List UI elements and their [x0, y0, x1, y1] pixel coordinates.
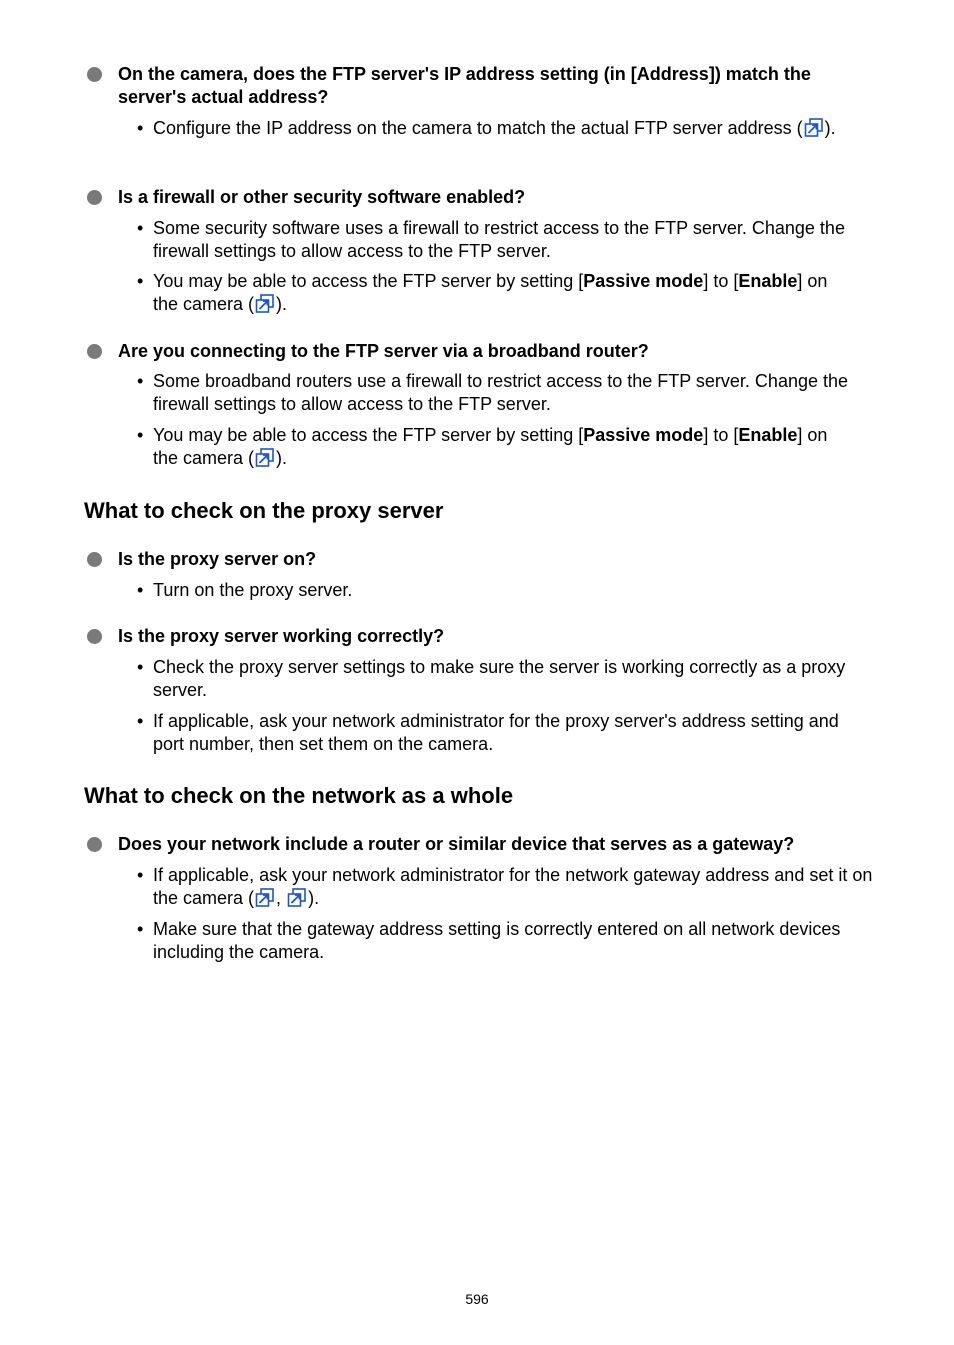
page-number: 596 [465, 1291, 489, 1307]
question-text: Is the proxy server on? [118, 549, 317, 569]
circle-bullet-icon [87, 67, 102, 82]
answer-text: You may be able to access the FTP server by setting [Passive mode] to [Enable] on the camera ( ). [153, 271, 828, 314]
answer-text: Configure the IP address on the camera to match the actual FTP server address ( ). [153, 118, 836, 138]
section-heading: What to check on the network as a whole [84, 783, 514, 808]
question-text: Are you connecting to the FTP server via a broadband router? [118, 341, 649, 361]
circle-bullet-icon [87, 552, 102, 567]
question-text: Is the proxy server working correctly? [118, 626, 445, 646]
answer-text: Some broadband routers use a firewall to restrict access to the FTP server. Change the firewall settings to allow access to the FTP server. [153, 371, 849, 414]
answer-text: Check the proxy server settings to make sure the server is working correctly as a proxy server. [153, 657, 846, 700]
answer-text: Turn on the proxy server. [153, 580, 353, 600]
question-text: Is a firewall or other security software enabled? [118, 187, 526, 207]
answer-text: You may be able to access the FTP server by setting [Passive mode] to [Enable] on the camera ( ). [153, 425, 828, 468]
bullet: • [137, 371, 144, 391]
circle-bullet-icon [87, 344, 102, 359]
bullet: • [137, 118, 144, 138]
bullet: • [137, 865, 144, 885]
circle-bullet-icon [87, 190, 102, 205]
bullet: • [137, 580, 144, 600]
question-text: On the camera, does the FTP server's IP address setting (in [Address]) match the server's actual address? [118, 64, 811, 107]
question-text: Does your network include a router or similar device that serves as a gateway? [118, 834, 795, 854]
page-reference-icon[interactable] [255, 888, 275, 908]
bullet: • [137, 218, 144, 238]
answer-text: Make sure that the gateway address setting is correctly entered on all network devices including the camera. [153, 919, 841, 962]
page-reference-icon[interactable] [255, 294, 275, 314]
circle-bullet-icon [87, 629, 102, 644]
page-reference-icon[interactable] [287, 888, 307, 908]
answer-text: If applicable, ask your network administrator for the proxy server's address setting and port number, then set them on the camera. [153, 711, 839, 754]
section-heading: What to check on the proxy server [84, 498, 444, 523]
bullet: • [137, 425, 144, 445]
bullet: • [137, 711, 144, 731]
circle-bullet-icon [87, 837, 102, 852]
bullet: • [137, 919, 144, 939]
bullet: • [137, 271, 144, 291]
answer-text: If applicable, ask your network administrator for the network gateway address and set it on the camera ( , ). [153, 865, 873, 908]
answer-text: Some security software uses a firewall to restrict access to the FTP server. Change the firewall settings to allow access to the FTP server. [153, 218, 845, 261]
bullet: • [137, 657, 144, 677]
page-reference-icon[interactable] [804, 118, 824, 138]
page-reference-icon[interactable] [255, 448, 275, 468]
